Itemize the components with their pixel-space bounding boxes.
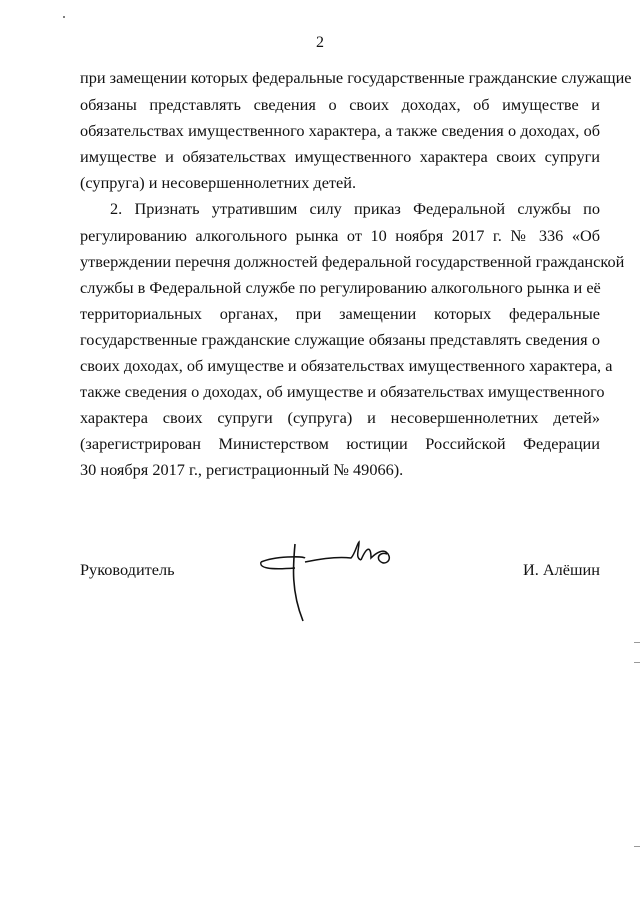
paragraph2-line: утверждении перечня должностей федеральной государственной гражданской [80,252,625,271]
signatory-title: Руководитель [80,560,175,579]
paragraph1-line: имуществе и обязательствах имущественного характера своих супруги [80,147,600,166]
paragraph2-line: службы в Федеральной службе по регулированию алкогольного рынка и её [80,278,601,297]
paragraph1-line: обязаны представлять сведения о своих доходах, об имуществе и [80,95,600,114]
paragraph2-line: регулированию алкогольного рынка от 10 ноября 2017 г. № 336 «Об [80,226,600,245]
scan-speck [63,16,65,18]
paragraph2-line: 30 ноября 2017 г., регистрационный № 49066). [80,460,404,479]
paragraph2-line: также сведения о доходах, об имуществе и обязательствах имущественного [80,382,605,401]
page-number: 2 [316,34,324,51]
paragraph2-line: территориальных органах, при замещении которых федеральные [80,304,600,323]
scan-edge-mark [634,662,640,663]
paragraph2-line: (зарегистрирован Министерством юстиции Российской Федерации [80,434,600,453]
paragraph2-line: государственные гражданские служащие обязаны представлять сведения о [80,330,600,349]
handwritten-signature [255,536,415,626]
scan-edge-mark [634,846,640,847]
paragraph1-line: (супруга) и несовершеннолетних детей. [80,173,357,192]
paragraph1-line: обязательствах имущественного характера, а также сведения о доходах, об [80,121,600,140]
scan-edge-mark [634,642,640,643]
paragraph2-line: характера своих супруги (супруга) и несовершеннолетних детей» [80,408,600,427]
signatory-name: И. Алёшин [523,560,600,579]
paragraph2-line: 2. Признать утратившим силу приказ Федеральной службы по [110,199,600,218]
paragraph1-line: при замещении которых федеральные государственные гражданские служащие [80,68,632,87]
paragraph2-line: своих доходах, об имуществе и обязательствах имущественного характера, а [80,356,613,375]
